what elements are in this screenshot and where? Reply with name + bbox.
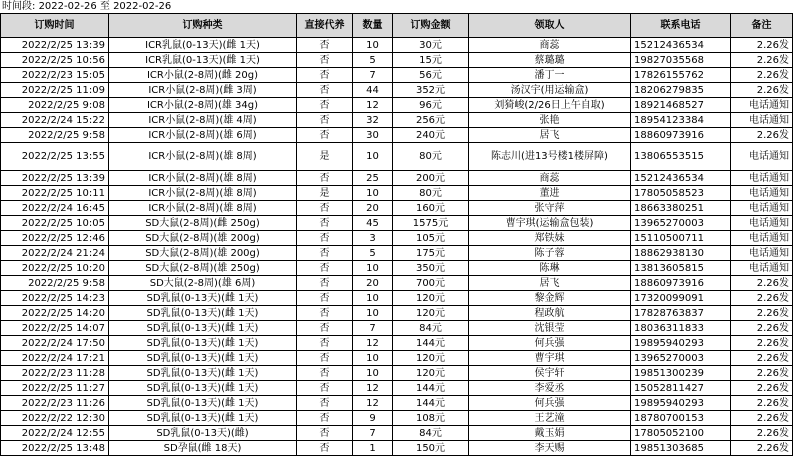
cell-direct-raise: 是	[297, 186, 353, 201]
table-row	[1, 171, 793, 186]
cell-order-type: ICR乳鼠(0-13天)(雌 1天)	[109, 53, 297, 68]
cell-amount: 84元	[393, 426, 469, 441]
cell-order-time: 2022/2/25 13:55	[1, 143, 109, 171]
cell-note: 2.26发	[731, 38, 793, 53]
cell-direct-raise: 否	[297, 441, 353, 456]
cell-recipient: 王艺潼	[469, 411, 631, 426]
cell-note: 2.26发	[731, 276, 793, 291]
cell-order-time: 2022/2/25 10:56	[1, 53, 109, 68]
table-row	[1, 143, 793, 171]
cell-quantity: 1	[353, 441, 393, 456]
cell-note: 电话通知	[731, 231, 793, 246]
date-range-separator: 至	[99, 1, 110, 12]
cell-quantity: 10	[353, 351, 393, 366]
cell-recipient: 潘丁一	[469, 68, 631, 83]
cell-direct-raise: 否	[297, 426, 353, 441]
cell-order-type: SD乳鼠(0-13天)(雌 1天)	[109, 306, 297, 321]
cell-direct-raise: 否	[297, 306, 353, 321]
cell-order-type: SD大鼠(2-8周)(雄 6周)	[109, 276, 297, 291]
cell-order-time: 2022/2/24 12:55	[1, 426, 109, 441]
cell-amount: 80元	[393, 143, 469, 171]
cell-quantity: 7	[353, 68, 393, 83]
cell-note: 电话通知	[731, 261, 793, 276]
cell-direct-raise: 否	[297, 351, 353, 366]
cell-order-type: SD乳鼠(0-13天)(雌 1天)	[109, 351, 297, 366]
cell-order-time: 2022/2/23 11:28	[1, 366, 109, 381]
cell-note: 2.26发	[731, 366, 793, 381]
cell-order-type: SD乳鼠(0-13天)(雌 1天)	[109, 321, 297, 336]
cell-phone: 13806553515	[631, 143, 731, 171]
table-row	[1, 291, 793, 306]
table-row	[1, 351, 793, 366]
cell-direct-raise: 否	[297, 381, 353, 396]
cell-recipient: 蔡璐璐	[469, 53, 631, 68]
cell-recipient: 居飞	[469, 276, 631, 291]
cell-direct-raise: 否	[297, 201, 353, 216]
table-row	[1, 411, 793, 426]
cell-order-time: 2022/2/23 15:05	[1, 68, 109, 83]
table-row	[1, 336, 793, 351]
cell-direct-raise: 否	[297, 276, 353, 291]
table-row	[1, 306, 793, 321]
cell-quantity: 45	[353, 216, 393, 231]
cell-order-type: ICR小鼠(2-8周)(雄 34g)	[109, 98, 297, 113]
cell-phone: 19851300239	[631, 366, 731, 381]
cell-order-type: ICR小鼠(2-8周)(雄 6周)	[109, 128, 297, 143]
cell-recipient: 曹宇琪(运输盒包装)	[469, 216, 631, 231]
cell-direct-raise: 否	[297, 366, 353, 381]
cell-order-time: 2022/2/24 21:24	[1, 246, 109, 261]
cell-amount: 56元	[393, 68, 469, 83]
cell-order-type: ICR小鼠(2-8周)(雌 3周)	[109, 83, 297, 98]
cell-quantity: 10	[353, 366, 393, 381]
cell-phone: 17828763837	[631, 306, 731, 321]
cell-quantity: 5	[353, 53, 393, 68]
cell-direct-raise: 否	[297, 83, 353, 98]
cell-recipient: 李爱丞	[469, 381, 631, 396]
cell-recipient: 沈银莹	[469, 321, 631, 336]
cell-note: 2.26发	[731, 291, 793, 306]
table-row	[1, 246, 793, 261]
cell-recipient: 程政航	[469, 306, 631, 321]
order-table	[0, 13, 793, 456]
cell-direct-raise: 否	[297, 38, 353, 53]
col-header-quantity: 数量	[353, 14, 393, 38]
cell-phone: 17805058523	[631, 186, 731, 201]
cell-quantity: 12	[353, 336, 393, 351]
cell-order-time: 2022/2/25 14:20	[1, 306, 109, 321]
cell-recipient: 黎金辉	[469, 291, 631, 306]
cell-quantity: 25	[353, 171, 393, 186]
cell-quantity: 10	[353, 261, 393, 276]
cell-quantity: 10	[353, 291, 393, 306]
cell-note: 2.26发	[731, 411, 793, 426]
cell-recipient: 张艳	[469, 113, 631, 128]
cell-amount: 105元	[393, 231, 469, 246]
cell-order-time: 2022/2/25 11:27	[1, 381, 109, 396]
cell-phone: 18921468527	[631, 98, 731, 113]
cell-direct-raise: 否	[297, 246, 353, 261]
cell-note: 2.26发	[731, 83, 793, 98]
cell-note: 电话通知	[731, 216, 793, 231]
cell-amount: 108元	[393, 411, 469, 426]
table-row	[1, 113, 793, 128]
cell-amount: 96元	[393, 98, 469, 113]
table-row	[1, 426, 793, 441]
cell-recipient: 陈志川(进13号楼1楼屏障)	[469, 143, 631, 171]
cell-quantity: 20	[353, 276, 393, 291]
cell-amount: 120元	[393, 351, 469, 366]
cell-amount: 120元	[393, 366, 469, 381]
cell-recipient: 居飞	[469, 128, 631, 143]
cell-order-type: ICR小鼠(2-8周)(雄 8周)	[109, 143, 297, 171]
cell-direct-raise: 否	[297, 216, 353, 231]
cell-phone: 19851303685	[631, 441, 731, 456]
cell-recipient: 陈子蓉	[469, 246, 631, 261]
cell-phone: 18206279835	[631, 83, 731, 98]
cell-recipient: 刘猗峻(2/26日上午自取)	[469, 98, 631, 113]
cell-phone: 15212436534	[631, 171, 731, 186]
cell-note: 2.26发	[731, 306, 793, 321]
cell-order-type: SD乳鼠(0-13天)(雌 1天)	[109, 366, 297, 381]
cell-order-time: 2022/2/25 12:46	[1, 231, 109, 246]
table-row	[1, 53, 793, 68]
cell-direct-raise: 否	[297, 336, 353, 351]
cell-note: 2.26发	[731, 426, 793, 441]
cell-recipient: 陈琳	[469, 261, 631, 276]
cell-order-type: SD乳鼠(0-13天)(雌)	[109, 426, 297, 441]
cell-phone: 19895940293	[631, 396, 731, 411]
cell-direct-raise: 否	[297, 113, 353, 128]
cell-direct-raise: 否	[297, 171, 353, 186]
cell-note: 电话通知	[731, 98, 793, 113]
col-header-amount: 订购金额	[393, 14, 469, 38]
cell-amount: 15元	[393, 53, 469, 68]
cell-order-type: ICR小鼠(2-8周)(雄 8周)	[109, 201, 297, 216]
cell-phone: 18862938130	[631, 246, 731, 261]
cell-order-time: 2022/2/25 10:11	[1, 186, 109, 201]
cell-quantity: 3	[353, 231, 393, 246]
cell-phone: 15110500711	[631, 231, 731, 246]
cell-note: 电话通知	[731, 171, 793, 186]
cell-note: 2.26发	[731, 321, 793, 336]
cell-quantity: 10	[353, 143, 393, 171]
cell-quantity: 10	[353, 186, 393, 201]
table-header-row	[1, 14, 793, 38]
cell-quantity: 44	[353, 83, 393, 98]
cell-recipient: 侯宇轩	[469, 366, 631, 381]
table-row	[1, 276, 793, 291]
cell-quantity: 20	[353, 201, 393, 216]
cell-phone: 13813605815	[631, 261, 731, 276]
cell-order-time: 2022/2/25 10:05	[1, 216, 109, 231]
cell-phone: 18860973916	[631, 276, 731, 291]
cell-direct-raise: 否	[297, 261, 353, 276]
cell-order-type: SD乳鼠(0-13天)(雌 1天)	[109, 396, 297, 411]
cell-quantity: 9	[353, 411, 393, 426]
date-range-end: 2022-02-26	[113, 1, 172, 12]
table-row	[1, 201, 793, 216]
cell-note: 2.26发	[731, 336, 793, 351]
cell-note: 电话通知	[731, 186, 793, 201]
cell-order-type: ICR乳鼠(0-13天)(雌 1天)	[109, 38, 297, 53]
cell-quantity: 7	[353, 321, 393, 336]
cell-phone: 19827035568	[631, 53, 731, 68]
cell-amount: 350元	[393, 261, 469, 276]
col-header-direct-raise: 直接代养	[297, 14, 353, 38]
cell-amount: 256元	[393, 113, 469, 128]
cell-order-time: 2022/2/25 14:23	[1, 291, 109, 306]
cell-phone: 17320099091	[631, 291, 731, 306]
cell-recipient: 戴玉娟	[469, 426, 631, 441]
cell-amount: 175元	[393, 246, 469, 261]
cell-recipient: 商蕊	[469, 171, 631, 186]
cell-order-type: SD大鼠(2-8周)(雄 200g)	[109, 246, 297, 261]
cell-note: 电话通知	[731, 246, 793, 261]
cell-order-time: 2022/2/23 11:26	[1, 396, 109, 411]
cell-phone: 18036311833	[631, 321, 731, 336]
cell-order-type: SD乳鼠(0-13天)(雌 1天)	[109, 336, 297, 351]
cell-recipient: 张守萍	[469, 201, 631, 216]
cell-order-type: SD孕鼠(雌 18天)	[109, 441, 297, 456]
col-header-phone: 联系电话	[631, 14, 731, 38]
cell-phone: 19895940293	[631, 336, 731, 351]
cell-phone: 18663380251	[631, 201, 731, 216]
cell-order-time: 2022/2/25 9:58	[1, 276, 109, 291]
table-row	[1, 98, 793, 113]
date-range-start: 2022-02-26	[38, 1, 97, 12]
cell-order-time: 2022/2/24 15:22	[1, 113, 109, 128]
cell-amount: 700元	[393, 276, 469, 291]
cell-recipient: 郑铁妹	[469, 231, 631, 246]
cell-phone: 18780700153	[631, 411, 731, 426]
cell-phone: 17805052100	[631, 426, 731, 441]
cell-order-type: SD大鼠(2-8周)(雌 250g)	[109, 216, 297, 231]
cell-recipient: 何兵强	[469, 396, 631, 411]
cell-phone: 13965270003	[631, 351, 731, 366]
table-row	[1, 231, 793, 246]
cell-order-type: SD乳鼠(0-13天)(雌 1天)	[109, 291, 297, 306]
cell-order-type: ICR小鼠(2-8周)(雄 8周)	[109, 186, 297, 201]
cell-phone: 17826155762	[631, 68, 731, 83]
cell-amount: 144元	[393, 396, 469, 411]
table-row	[1, 366, 793, 381]
cell-amount: 30元	[393, 38, 469, 53]
cell-note: 2.26发	[731, 128, 793, 143]
cell-order-time: 2022/2/25 9:58	[1, 128, 109, 143]
cell-order-type: SD乳鼠(0-13天)(雌 1天)	[109, 381, 297, 396]
cell-direct-raise: 否	[297, 321, 353, 336]
cell-direct-raise: 否	[297, 128, 353, 143]
cell-order-time: 2022/2/25 10:20	[1, 261, 109, 276]
cell-recipient: 汤汉宇(用运输盒)	[469, 83, 631, 98]
cell-note: 2.26发	[731, 381, 793, 396]
cell-recipient: 李天赐	[469, 441, 631, 456]
cell-note: 电话通知	[731, 201, 793, 216]
cell-note: 2.26发	[731, 396, 793, 411]
table-row	[1, 381, 793, 396]
table-row	[1, 186, 793, 201]
cell-order-time: 2022/2/24 17:50	[1, 336, 109, 351]
cell-quantity: 30	[353, 128, 393, 143]
cell-amount: 200元	[393, 171, 469, 186]
cell-phone: 13965270003	[631, 216, 731, 231]
cell-order-time: 2022/2/24 16:45	[1, 201, 109, 216]
cell-amount: 84元	[393, 321, 469, 336]
cell-note: 电话通知	[731, 143, 793, 171]
cell-note: 2.26发	[731, 351, 793, 366]
table-row	[1, 321, 793, 336]
cell-phone: 15052811427	[631, 381, 731, 396]
cell-order-type: ICR小鼠(2-8周)(雄 8周)	[109, 171, 297, 186]
cell-quantity: 32	[353, 113, 393, 128]
col-header-order-type: 订购种类	[109, 14, 297, 38]
table-row	[1, 396, 793, 411]
cell-note: 2.26发	[731, 68, 793, 83]
cell-amount: 240元	[393, 128, 469, 143]
cell-note: 电话通知	[731, 113, 793, 128]
cell-order-time: 2022/2/25 14:07	[1, 321, 109, 336]
table-row	[1, 216, 793, 231]
cell-order-time: 2022/2/25 13:39	[1, 171, 109, 186]
cell-amount: 144元	[393, 381, 469, 396]
cell-order-type: ICR小鼠(2-8周)(雌 20g)	[109, 68, 297, 83]
cell-quantity: 12	[353, 381, 393, 396]
cell-amount: 144元	[393, 336, 469, 351]
cell-direct-raise: 否	[297, 291, 353, 306]
cell-amount: 160元	[393, 201, 469, 216]
cell-phone: 18954123384	[631, 113, 731, 128]
cell-quantity: 5	[353, 246, 393, 261]
cell-direct-raise: 否	[297, 231, 353, 246]
cell-recipient: 曹宇琪	[469, 351, 631, 366]
col-header-note: 备注	[731, 14, 793, 38]
cell-order-time: 2022/2/24 17:21	[1, 351, 109, 366]
table-row	[1, 38, 793, 53]
cell-note: 2.26发	[731, 53, 793, 68]
cell-amount: 80元	[393, 186, 469, 201]
cell-order-time: 2022/2/25 13:39	[1, 38, 109, 53]
cell-order-time: 2022/2/22 12:30	[1, 411, 109, 426]
cell-direct-raise: 否	[297, 411, 353, 426]
cell-amount: 120元	[393, 291, 469, 306]
cell-quantity: 12	[353, 396, 393, 411]
cell-phone: 18860973916	[631, 128, 731, 143]
cell-quantity: 10	[353, 38, 393, 53]
cell-order-time: 2022/2/25 9:08	[1, 98, 109, 113]
cell-direct-raise: 否	[297, 98, 353, 113]
cell-order-time: 2022/2/25 11:09	[1, 83, 109, 98]
table-row	[1, 261, 793, 276]
cell-note: 2.26发	[731, 441, 793, 456]
cell-quantity: 10	[353, 306, 393, 321]
col-header-order-time: 订购时间	[1, 14, 109, 38]
table-row	[1, 68, 793, 83]
cell-direct-raise: 否	[297, 396, 353, 411]
table-row	[1, 441, 793, 456]
cell-direct-raise: 是	[297, 143, 353, 171]
cell-quantity: 7	[353, 426, 393, 441]
cell-direct-raise: 否	[297, 53, 353, 68]
cell-amount: 1575元	[393, 216, 469, 231]
col-header-recipient: 领取人	[469, 14, 631, 38]
cell-order-type: SD大鼠(2-8周)(雄 200g)	[109, 231, 297, 246]
table-row	[1, 83, 793, 98]
cell-recipient: 商蕊	[469, 38, 631, 53]
cell-quantity: 12	[353, 98, 393, 113]
cell-order-type: SD大鼠(2-8周)(雄 250g)	[109, 261, 297, 276]
cell-order-type: SD乳鼠(0-13天)(雌 1天)	[109, 411, 297, 426]
cell-amount: 352元	[393, 83, 469, 98]
cell-order-time: 2022/2/25 13:48	[1, 441, 109, 456]
cell-recipient: 何兵强	[469, 336, 631, 351]
date-range-header	[0, 0, 798, 13]
cell-amount: 120元	[393, 306, 469, 321]
cell-phone: 15212436534	[631, 38, 731, 53]
cell-direct-raise: 否	[297, 68, 353, 83]
date-range-label: 时间段:	[2, 1, 36, 12]
cell-amount: 150元	[393, 441, 469, 456]
cell-recipient: 董进	[469, 186, 631, 201]
cell-order-type: ICR小鼠(2-8周)(雄 4周)	[109, 113, 297, 128]
table-row	[1, 128, 793, 143]
